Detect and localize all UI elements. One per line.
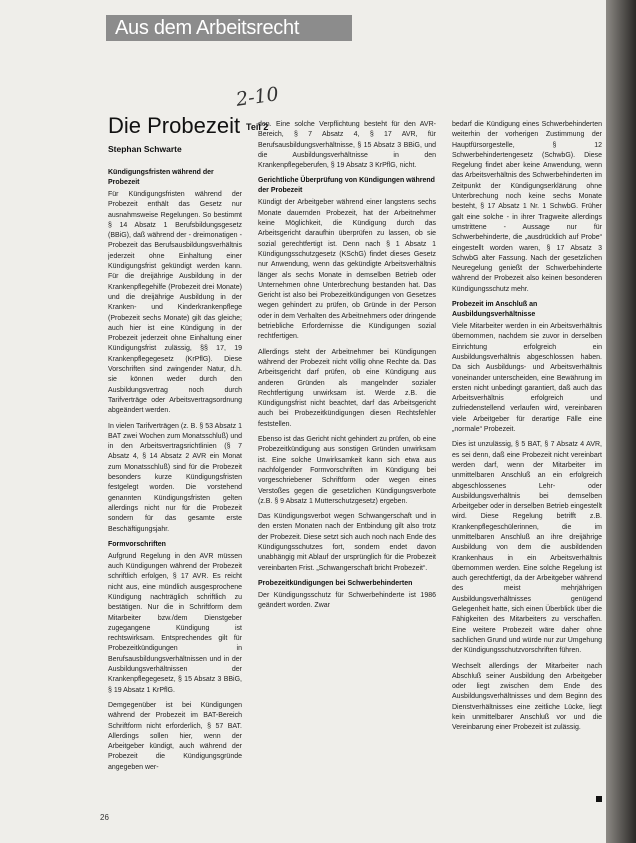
binding-shadow <box>606 0 636 843</box>
paragraph: Demgegenüber ist bei Kündigungen während der Probezeit im BAT-Bereich Schriftform nicht erforderlich, § 57 BAT. Allerdings sollen hier, wenn der Arbeitgeber kündigt, auch während der Probezeit die Kündigungsgründe angegeben wer- <box>108 701 242 771</box>
subheading: Formvorschriften <box>108 540 166 548</box>
subheading: Kündigungsfristen während der Probezeit <box>108 169 214 186</box>
subheading: Probezeit im Anschluß an Ausbildungsverhältnisse <box>452 301 538 319</box>
paragraph: Viele Mitarbeiter werden in ein Arbeitsverhältnis übernommen, nachdem sie zuvor in derselben Einrichtung erfolgreich ein Ausbildungsverhältnis abgeschlossen haben. Da sich Ausbildungs- und Arbeitsverhältnis voneinander unterscheiden, eine Bewährung im ersten nicht unbedingt garantiert, daß auch das Arbeitsverhältnis erfolgreich und zufriedenstellend verlaufen wird, vereinbaren viele Arbeitgeber für derartige Fälle eine „normale“ Probezeit. <box>452 323 602 434</box>
end-of-article-mark <box>596 796 602 802</box>
section-title: Aus dem Arbeitsrecht <box>115 17 300 39</box>
paragraph: Dies ist unzulässig, § 5 BAT, § 7 Absatz 4 AVR, es sei denn, daß eine Probezeit nicht vereinbart werden darf, wenn der Mitarbeiter im unmittelbaren Anschluß an ein erfolgreich abgeschlossenes Lehr- oder Ausbildungsverhältnis bei demselben Arbeitgeber oder in derselben Betrieb eingestellt wird. Diese Regelung betrifft z.B. Krankenpflegeschülerinnen, die im unmittelbaren Anschluß an ihre dreijährige Ausbildung von dem die ausbildenden Krankenhaus in ein Arbeitsverhältnis übernommen werden. Eine solche Regelung ist auch gerechtfertigt, da der Arbeitgeber während des meist mehrjährigen Ausbildungsverhältnisses genügend Gelegenheit hatte, sich einen Überblick über die Fähigkeiten des Mitarbeiters zu verschaffen. Eine weitere Probezeit wäre daher ohne sachlichen Grund und würde nur zur Umgehung der Kündigungsschutzvorschriften führen. <box>452 441 602 655</box>
subheading: Probezeitkündigungen bei Schwerbehinderten <box>258 579 413 587</box>
text-column-1 <box>108 168 242 808</box>
text-column-2 <box>258 120 436 828</box>
article-author: Stephan Schwarte <box>108 144 182 154</box>
paragraph: Für Kündigungsfristen während der Probezeit enthält das Gesetz nur ausnahmsweise Regelungen. So bestimmt § 14 Absatz 1 Berufsbildungsgesetz (BBiG), daß während der - dreimonatigen - Probezeit das Berufsausbildungsverhältnis jederzeit ohne Einhaltung einer Kündigungsfrist gekündigt werden kann. Für die dreijährige Ausbildung in der Krankenpflegehilfe (Probezeit drei Monate) und die dreijährige Ausbildung in der Kranken- und Kinderkrankenpflege (Probezeit sechs Monate) gilt das gleiche; auch hier ist eine Kündigung in der Probezeit jederzeit ohne Einhaltung einer Kündigungsfrist zulässig, §§ 17, 19 Krankenpflegegesetz (KrPflG). Diese Vorschriften sind zwingender Natur, d.h. sie können weder durch den Ausbildungsvertrag noch durch Tarifverträge oder Arbeitsvertragsordnung abgeändert werden. <box>108 191 242 415</box>
paragraph: Allerdings steht der Arbeitnehmer bei Kündigungen während der Probezeit nicht völlig ohne Rechte da. Das Arbeitsgericht darf prüfen, ob eine Kündigung aus anderen Gründen als mangelnder sozialer Rechtfertigung unwirksam ist. Werde z.B. die Kündigungsfrist nicht beachtet, darf das Arbeitsgericht auch bei Probezeitkündigungen diesen Rechtsfehler feststellen. <box>258 348 436 428</box>
article-title: Die Probezeit <box>108 113 241 138</box>
paragraph: Kündigt der Arbeitgeber während einer langstens sechs Monate dauernden Probezeit, hat der Arbeitnehmer keine Möglichkeit, die Kündigung durch das Arbeitsgericht daraufhin überprüfen zu lassen, ob sie sozial gerechtfertigt ist. Denn nach § 1 Absatz 1 Kündigungsschutzgesetz (KSchG) findet dieses Gesetz nur Anwendung, wenn das gekündigte Arbeitsverhältnis länger als sechs Monate in demselben Betrieb oder Unternehmen ohne Unterbrechung bestanden hat. Das Gericht ist also bei Probezeitkündigungen von Gesetzes wegen gehindert zu prüfen, ob Gründe in der Person oder in dem Verhalten des Arbeitnehmers oder dringende betriebliche Erfordernisse die Kündigungen sozial rechtfertigen. <box>258 199 436 341</box>
paragraph: In vielen Tarifverträgen (z. B. § 53 Absatz 1 BAT zwei Wochen zum Monatsschluß) und in den Arbeitsvertragsrichtlinien (§ 7 Absatz 4, § 14 Absatz 2 AVR ein Monat zum Monatsschluß) sind für die Probezeit besonders kurze Kündigungsfristen festgelegt worden. Die vorstehend genannten Kündigungsfristen gelten allerdings nicht nur für die Probezeit sondern für das gesamte erste Beschäftigungsjahr. <box>108 422 242 533</box>
handwritten-note: 2-10 <box>234 83 281 111</box>
page-number: 26 <box>100 813 109 822</box>
paragraph: Das Kündigungsverbot wegen Schwangerschaft und in den ersten Monaten nach der Entbindung gilt also trotz der Probezeit. Diese setzt sich auch noch nach Ende des Kündigungsschutzes fort, sondern endet davon unabhängig mit Ablauf der ursprünglich für die Probezeit vereinbarten Frist. „Schwangerschaft bricht Probezeit“. <box>258 513 436 572</box>
paragraph: den. Eine solche Verpflichtung besteht für den AVR-Bereich, § 7 Absatz 4, § 17 AVR, für Berufsausbildungsverhältnisse, § 15 Absatz 3 BBiG, und die Ausbildungsverhältnisse in den Krankenpflegeberufen, § 19 Absatz 3 KrPflG, nicht. <box>258 121 436 170</box>
paragraph: Aufgrund Regelung in den AVR müssen auch Kündigungen während der Probezeit schriftlich erfolgen, § 17 AVR. Es reicht nicht aus, eine mündlich ausgesprochene Kündigung nachträglich schriftlich zu bestätigen. Nur die in Schriftform dem Mitarbeiter bzw./dem Dienstgeber zugegangene Kündigung ist rechtswirksam. Entsprechendes gilt für Probezeitkündigungen in Berufsausbildungsverhältnissen und in der Ausbildungsverhältnissen der Krankenpflegegesetz, § 15 Absatz 3 BBiG, § 19 Absatz 1 KrPflG. <box>108 552 242 694</box>
section-header-bar <box>106 15 352 41</box>
text-column-3 <box>452 120 602 820</box>
paragraph: Wechselt allerdings der Mitarbeiter nach Abschluß seiner Ausbildung den Arbeitgeber oder liegt zwischen dem Ende des Ausbildungsverhältnisses und dem Beginn des Dienstverhältnisses eine zeitliche Lücke, liegt kein unmittelbarer Anschluß vor und die Vereinbarung einer Probezeit ist zulässig. <box>452 662 602 732</box>
article-part-label: Teil 2 <box>246 122 269 132</box>
paragraph: Der Kündigungsschutz für Schwerbehinderte ist 1986 geändert worden. Zwar <box>258 591 436 610</box>
paragraph: Ebenso ist das Gericht nicht gehindert zu prüfen, ob eine Probezeitkündigung aus sonstigen Gründen unwirksam ist. Eine solche Unwirksamkeit kann sich etwa aus nachfolgender Formvorschriften im Kündigung bei vorgeschriebener Schriftform oder wegen eines Verstoßes gegen die gesetzlichen Kündigungsverbote (z.B. § 9 Absatz 1 Mutterschutzgesetz) ergeben. <box>258 436 436 505</box>
subheading: Gerichtliche Überprüfung von Kündigungen während der Probezeit <box>258 177 435 195</box>
paragraph: bedarf die Kündigung eines Schwerbehinderten weiterhin der vorherigen Zustimmung der Hauptfürsorgestelle, § 12 Schwerbehindertengesetz (SchwbG). Diese Regelung findet aber keine Anwendung, wenn das Arbeitsverhältnis des Schwerbehinderten im Zeitpunkt der Kündigungserklärung ohne Unterbrechung noch keine sechs Monate besteht, § 17 Absatz 1 Nr. 1 SchwbG. Früher galt eine solche - in ihrer Tragweite allerdings umstrittene - Aussage nur für Schwerbehinderte, die „ausdrücklich auf Probe“ eingestellt worden waren, § 17 Absatz 3 SchwbG alter Fassung. Nach der gesetzlichen Neuregelung genießt der Schwerbehinderte während der Probezeit also keinen besonderen Kündigungsschutz mehr. <box>452 121 602 293</box>
